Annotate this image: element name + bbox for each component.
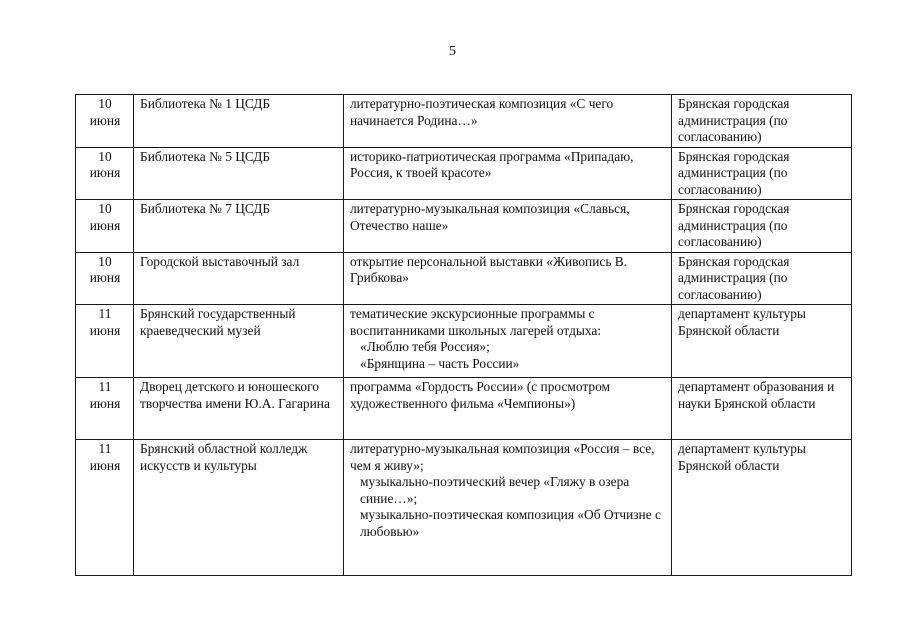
- venue-text: Брянский областной колледж искусств и культуры: [140, 441, 308, 473]
- venue-cell: [134, 200, 344, 253]
- event-cell: [344, 95, 672, 148]
- table-row: [76, 95, 852, 148]
- date-day: 10: [98, 148, 112, 164]
- date-day: 11: [98, 379, 112, 394]
- venue-cell: [134, 305, 344, 378]
- event-text: литературно-музыкальная композиция «Славься, Отечество наше»: [350, 201, 630, 233]
- venue-text: Библиотека № 5 ЦСДБ: [140, 148, 271, 164]
- event-text: открытие персональной выставки «Живопись В. Грибкова»: [350, 253, 628, 285]
- event-text: литературно-поэтическая композиция «С чего начинается Родина…»: [350, 96, 614, 128]
- date-day: 10: [98, 253, 112, 269]
- organizer-cell: [672, 378, 852, 440]
- event-cell: [344, 440, 672, 576]
- organizer-text: Брянская городская администрация (по согласованию): [678, 201, 790, 249]
- venue-text: Библиотека № 1 ЦСДБ: [140, 96, 271, 111]
- events-table: [75, 94, 852, 576]
- organizer-cell: [672, 305, 852, 378]
- organizer-text: департамент культуры Брянской области: [678, 441, 806, 473]
- date-cell: [76, 200, 134, 253]
- venue-cell: [134, 147, 344, 200]
- date-month: июня: [89, 395, 121, 411]
- date-day: 11: [98, 306, 112, 321]
- event-cell: [344, 378, 672, 440]
- organizer-cell: [672, 200, 852, 253]
- date-cell: [76, 95, 134, 148]
- table-row: [76, 305, 852, 378]
- organizer-cell: [672, 147, 852, 200]
- venue-cell: [134, 95, 344, 148]
- event-text: литературно-музыкальная композиция «Россия – все, чем я живу»;: [350, 441, 655, 473]
- venue-text: Брянский государственный краеведческий музей: [140, 306, 296, 338]
- event-text: программа «Гордость России» (с просмотром художественного фильма «Чемпионы»): [350, 379, 611, 411]
- organizer-cell: [672, 440, 852, 576]
- date-month: июня: [89, 270, 121, 285]
- date-day: 10: [98, 96, 112, 111]
- venue-cell: [134, 378, 344, 440]
- event-text: историко-патриотическая программа «Припадаю, Россия, к твоей красоте»: [350, 148, 634, 180]
- event-cell: [344, 252, 672, 305]
- organizer-cell: [672, 252, 852, 305]
- event-subitem: музыкально-поэтическая композиция «Об Отчизне с любовью»: [360, 507, 661, 539]
- event-subitem: «Брянщина – часть России»: [360, 355, 520, 371]
- table-row: [76, 440, 852, 576]
- date-month: июня: [89, 322, 121, 338]
- venue-text: Городской выставочный зал: [140, 253, 300, 269]
- table-row: [76, 252, 852, 305]
- table-row: [76, 200, 852, 253]
- date-cell: [76, 252, 134, 305]
- organizer-cell: [672, 95, 852, 148]
- date-month: июня: [89, 457, 121, 473]
- date-month: июня: [89, 217, 121, 233]
- organizer-text: департамент культуры Брянской области: [678, 306, 806, 338]
- venue-cell: [134, 440, 344, 576]
- organizer-text: Брянская городская администрация (по согласованию): [678, 148, 790, 197]
- date-cell: [76, 147, 134, 200]
- event-cell: [344, 147, 672, 200]
- date-cell: [76, 305, 134, 378]
- date-day: 10: [98, 201, 112, 216]
- date-day: 11: [98, 441, 112, 456]
- event-cell: [344, 305, 672, 378]
- venue-text: Дворец детского и юношеского творчества имени Ю.А. Гагарина: [140, 379, 330, 411]
- table-row: [76, 378, 852, 440]
- organizer-text: департамент образования и науки Брянской области: [678, 379, 835, 411]
- event-subitem: музыкально-поэтический вечер «Гляжу в озера синие…»;: [360, 474, 630, 506]
- venue-text: Библиотека № 7 ЦСДБ: [140, 201, 271, 216]
- organizer-text: Брянская городская администрация (по согласованию): [678, 253, 790, 302]
- table-row: [76, 147, 852, 200]
- organizer-text: Брянская городская администрация (по согласованию): [678, 96, 790, 144]
- venue-cell: [134, 252, 344, 305]
- event-text: тематические экскурсионные программы с воспитанниками школьных лагерей отдыха:: [350, 306, 602, 338]
- date-cell: [76, 440, 134, 576]
- date-month: июня: [89, 112, 121, 128]
- date-cell: [76, 378, 134, 440]
- page-number: 5: [449, 44, 456, 59]
- date-month: июня: [89, 165, 121, 180]
- event-subitem: «Люблю тебя Россия»;: [360, 339, 490, 354]
- event-cell: [344, 200, 672, 253]
